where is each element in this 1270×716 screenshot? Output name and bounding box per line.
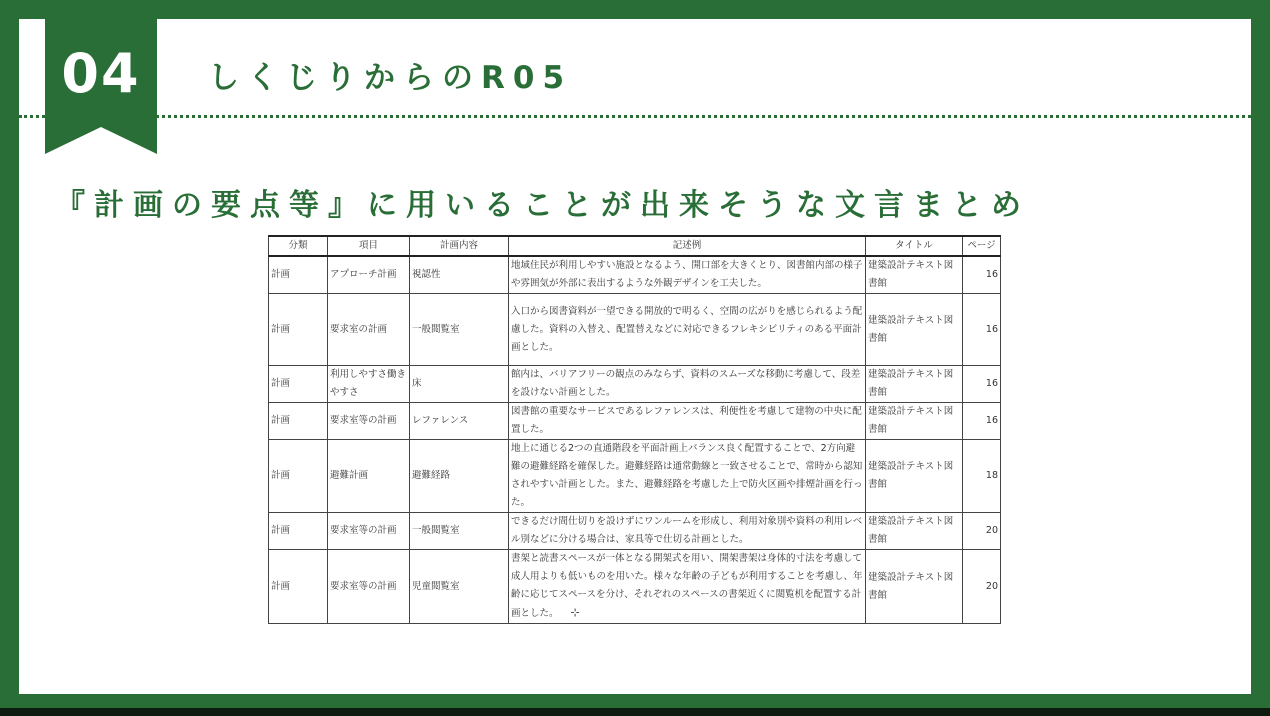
item-cell: 避難計画 <box>328 440 410 513</box>
example-cell: 地上に通じる2つの直通階段を平面計画上バランス良く配置することで、2方向避難の避難経路を確保した。避難経路は通常動線と一致させることで、常時から認知されやすい計画とした。また、避難経路を考慮した上で防火区画や排煙計画を行った。 <box>509 440 866 513</box>
column-header: タイトル <box>866 236 963 256</box>
content-cell: 児童閲覧室 <box>410 550 509 624</box>
table-row <box>269 256 1001 294</box>
content-cell: レファレンス <box>410 403 509 440</box>
item-cell: アプローチ計画 <box>328 256 410 294</box>
item-cell: 要求室等の計画 <box>328 513 410 550</box>
page-cell: 16 <box>963 294 1001 366</box>
title-cell: 建築設計テキスト図書館 <box>866 256 963 294</box>
content-cell: 一般閲覧室 <box>410 294 509 366</box>
summary-table <box>268 235 1001 624</box>
page-cell: 16 <box>963 256 1001 294</box>
table-row <box>269 366 1001 403</box>
category-cell: 計画 <box>269 256 328 294</box>
page-cell: 16 <box>963 403 1001 440</box>
example-text: 書架と読書スペースが一体となる開架式を用い、開架書架は身体的寸法を考慮して成人用よりも低いものを用いた。様々な年齢の子どもが利用することを考慮し、年齢に応じてスペースを分け、それぞれのスペースの書架近くに閲覧机を配置する計画とした。 <box>511 553 863 619</box>
title-cell: 建築設計テキスト図書館 <box>866 366 963 403</box>
example-cell: 地域住民が利用しやすい施設となるよう、開口部を大きくとり、図書館内部の様子や雰囲気が外部に表出するような外観デザインを工夫した。 <box>509 256 866 294</box>
table-row <box>269 513 1001 550</box>
page-cell: 20 <box>963 513 1001 550</box>
column-header: ページ <box>963 236 1001 256</box>
dotted-divider <box>19 115 1251 118</box>
table-row <box>269 294 1001 366</box>
content-cell: 視認性 <box>410 256 509 294</box>
example-cell: 入口から図書資料が一望できる開放的で明るく、空間の広がりを感じられるよう配慮した。資料の入替え、配置替えなどに対応できるフレキシビリティのある平面計画とした。 <box>509 294 866 366</box>
item-cell: 利用しやすさ働きやすさ <box>328 366 410 403</box>
table-row <box>269 403 1001 440</box>
title-cell: 建築設計テキスト図書館 <box>866 294 963 366</box>
column-header: 記述例 <box>509 236 866 256</box>
category-cell: 計画 <box>269 513 328 550</box>
category-cell: 計画 <box>269 294 328 366</box>
example-cell: 館内は、バリアフリーの観点のみならず、資料のスムーズな移動に考慮して、段差を設けない計画とした。 <box>509 366 866 403</box>
content-cell: 一般閲覧室 <box>410 513 509 550</box>
example-cell: 図書館の重要なサービスであるレファレンスは、利便性を考慮して建物の中央に配置した。 <box>509 403 866 440</box>
category-cell: 計画 <box>269 366 328 403</box>
page-cell: 20 <box>963 550 1001 624</box>
table-row <box>269 550 1001 624</box>
title-cell: 建築設計テキスト図書館 <box>866 403 963 440</box>
column-header: 項目 <box>328 236 410 256</box>
page-cell: 18 <box>963 440 1001 513</box>
column-header: 分類 <box>269 236 328 256</box>
item-cell: 要求室等の計画 <box>328 403 410 440</box>
page-cell: 16 <box>963 366 1001 403</box>
section-number: 04 <box>61 42 141 105</box>
table-header-row <box>269 236 1001 256</box>
example-cell: できるだけ間仕切りを設けずにワンルームを形成し、利用対象別や資料の利用レベル別などに分ける場合は、家具等で仕切る計画とした。 <box>509 513 866 550</box>
bottom-bar <box>0 708 1270 716</box>
table-row <box>269 440 1001 513</box>
title-cell: 建築設計テキスト図書館 <box>866 513 963 550</box>
item-cell: 要求室等の計画 <box>328 550 410 624</box>
title-cell: 建築設計テキスト図書館 <box>866 440 963 513</box>
main-heading: 『計画の要点等』に用いることが出来そうな文言まとめ <box>55 188 1030 223</box>
header-title: しくじりからのR05 <box>208 60 573 96</box>
cursor-icon: ⊹ <box>570 606 580 619</box>
category-cell: 計画 <box>269 550 328 624</box>
item-cell: 要求室の計画 <box>328 294 410 366</box>
category-cell: 計画 <box>269 440 328 513</box>
content-cell: 床 <box>410 366 509 403</box>
category-cell: 計画 <box>269 403 328 440</box>
title-cell: 建築設計テキスト図書館 <box>866 550 963 624</box>
content-cell: 避難経路 <box>410 440 509 513</box>
column-header: 計画内容 <box>410 236 509 256</box>
example-cell <box>509 550 866 624</box>
